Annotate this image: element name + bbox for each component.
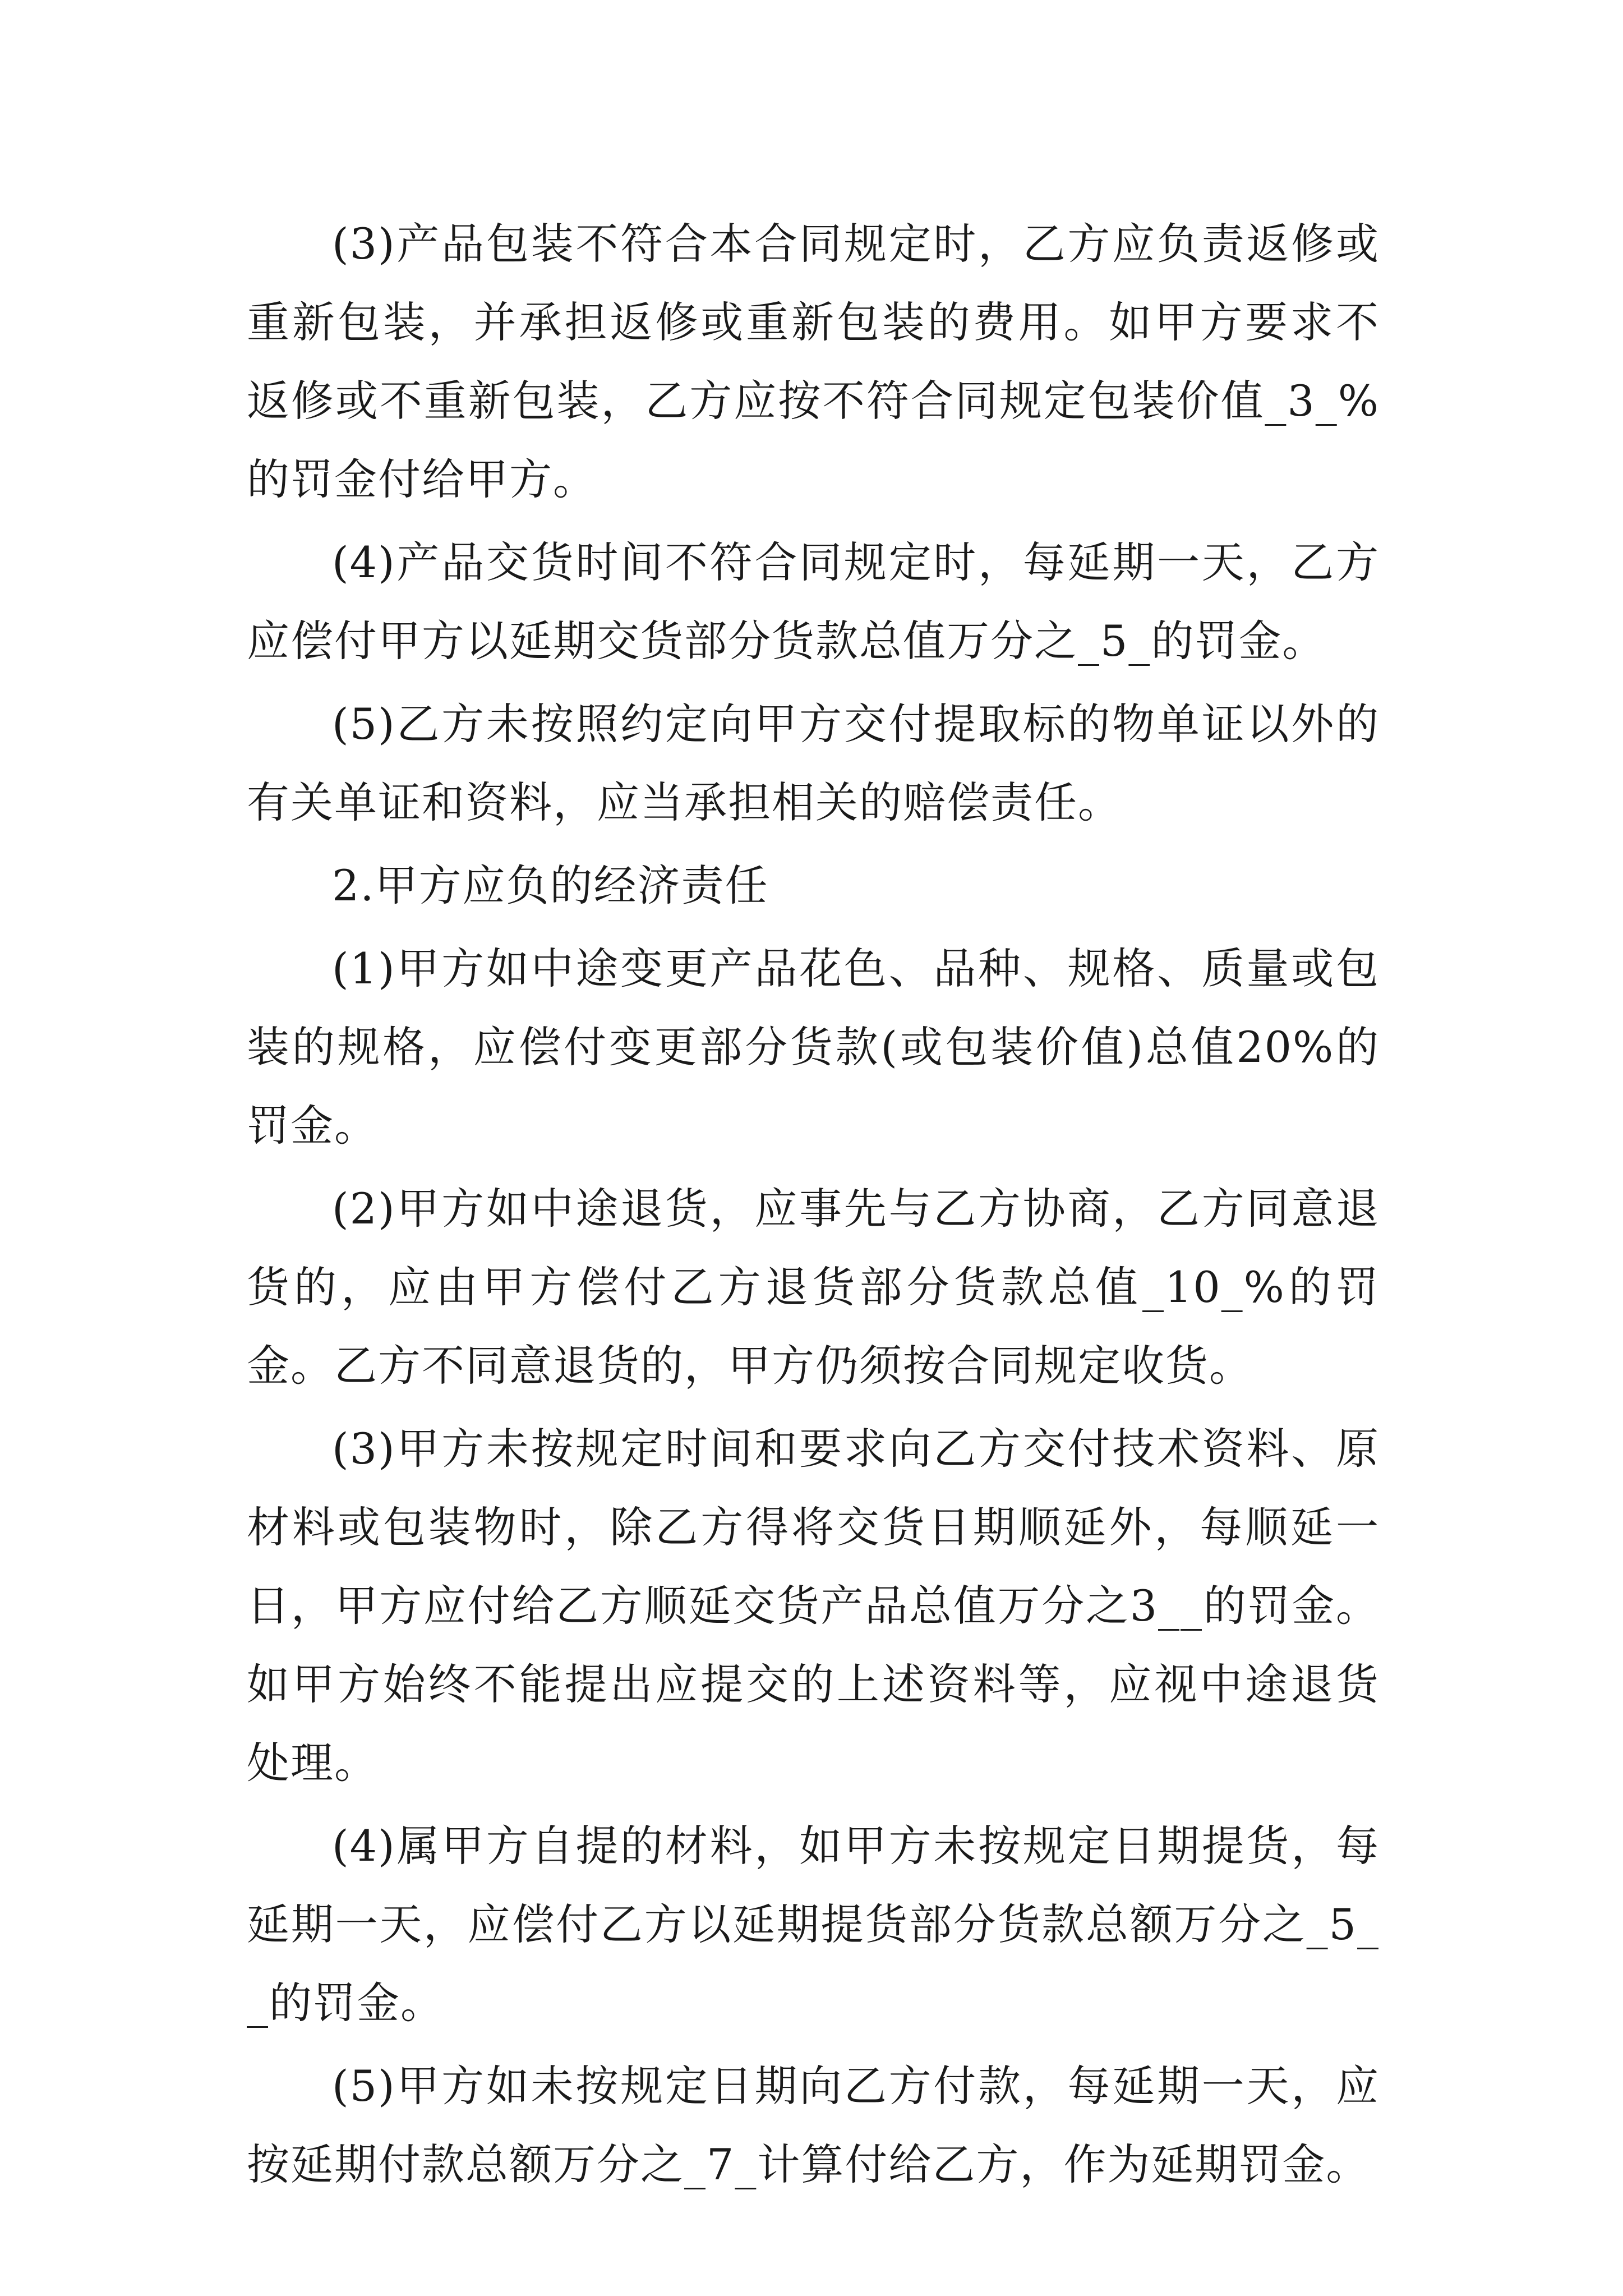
document-body xyxy=(247,205,1380,2208)
paragraph-late-delivery-penalty: (4)产品交货时间不符合同规定时，每延期一天，乙方应偿付甲方以延期交货部分货款总值万分之_5_的罚金。 xyxy=(247,537,1380,666)
paragraph-documents-liability: (5)乙方未按照约定向甲方交付提取标的物单证以外的有关单证和资料，应当承担相关的赔偿责任。 xyxy=(247,699,1380,827)
paragraph-late-payment-penalty: (5)甲方如未按规定日期向乙方付款，每延期一天，应按延期付款总额万分之_7_计算付给乙方，作为延期罚金。 xyxy=(247,2061,1380,2189)
paragraph-packaging-penalty: (3)产品包装不符合本合同规定时，乙方应负责返修或重新包装，并承担返修或重新包装的费用。如甲方要求不返修或不重新包装，乙方应按不符合同规定包装价值_3_%的罚金付给甲方。 xyxy=(247,219,1380,504)
section-heading-party-a-liability: 2.甲方应负的经济责任 xyxy=(332,861,769,910)
paragraph-self-pickup-penalty: (4)属甲方自提的材料，如甲方未按规定日期提货，每延期一天，应偿付乙方以延期提货部分货款总额万分之_5__的罚金。 xyxy=(247,1821,1380,2028)
paragraph-return-goods-penalty: (2)甲方如中途退货，应事先与乙方协商，乙方同意退货的，应由甲方偿付乙方退货部分货款总值_10_%的罚金。乙方不同意退货的，甲方仍须按合同规定收货。 xyxy=(247,1184,1380,1391)
paragraph-change-specification-penalty: (1)甲方如中途变更产品花色、品种、规格、质量或包装的规格，应偿付变更部分货款(或包装价值)总值20%的罚金。 xyxy=(247,944,1380,1151)
paragraph-technical-materials-penalty: (3)甲方未按规定时间和要求向乙方交付技术资料、原材料或包装物时，除乙方得将交货日期顺延外，每顺延一日，甲方应付给乙方顺延交货产品总值万分之3__的罚金。如甲方始终不能提出应提交的上述资料等，应视中途退货处理。 xyxy=(247,1424,1380,1788)
